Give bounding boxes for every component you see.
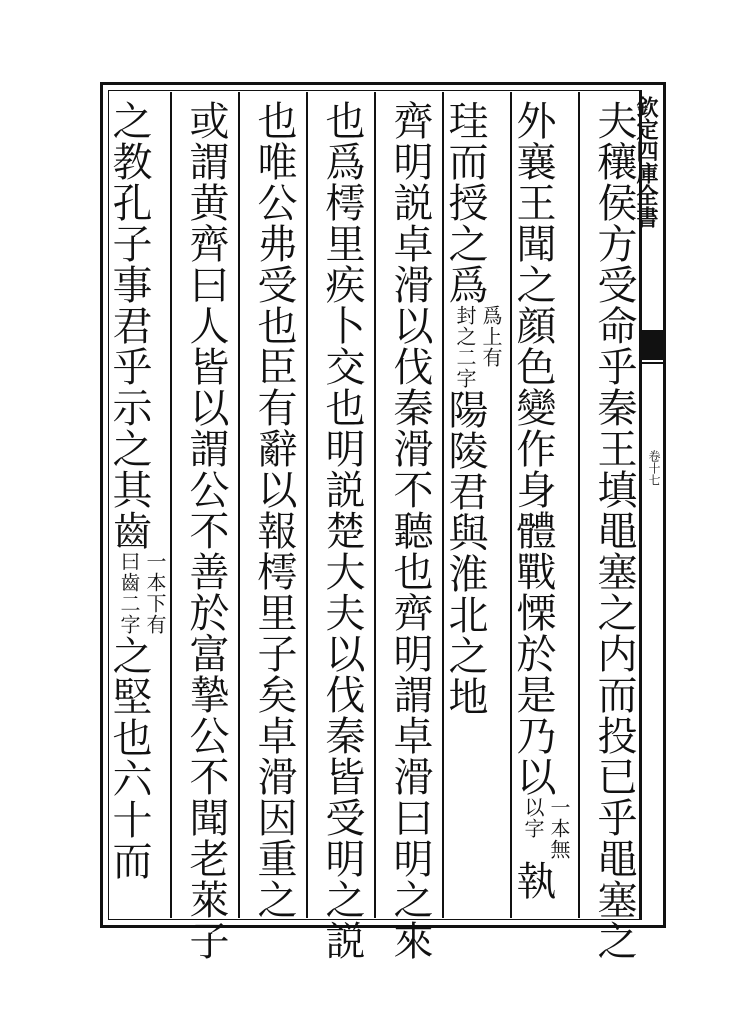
text-column-2 [510,100,572,912]
text-column-6 [248,100,300,920]
main-text: 外襄王聞之顔色變作身體戰慄於是乃以 [510,100,556,797]
note-right-line: 一本無 [547,797,571,860]
text-column-4 [384,100,436,961]
margin-divider [640,362,666,364]
main-text: 之教孔子事君乎示之其齒 [106,100,152,551]
column-rule [170,92,172,918]
main-text: 也爲樗里疾卜交也明説楚大夫以伐秦皆受明之説 [319,100,365,961]
main-text: 或謂黄齊曰人皆以謂公不善於富摯公不聞老萊子 [183,100,229,961]
text-column-3 [442,100,504,912]
main-text: 珪而授之爲 [442,100,488,305]
main-text: 也唯公弗受也臣有辭以報樗里子矣卓滑因重之 [251,100,297,920]
note-right-line: 爲上有 [479,305,503,368]
main-text: 夫穰侯方受命乎秦王填黽塞之内而投已乎黽塞之 [591,100,637,961]
text-column-5 [316,100,368,961]
note-left-line: 封之二字 [453,305,477,389]
juan-number: 卷十七 [647,450,661,486]
main-text: 齊明説卓滑以伐秦滑不聽也齊明謂卓滑曰明之來 [387,100,433,961]
text-column-7 [180,100,232,961]
main-text: 執 [510,860,556,901]
interlinear-note [520,797,572,860]
main-text: 之堅也六十而 [106,635,152,881]
note-right-line: 一本下有 [143,551,167,635]
interlinear-note [116,551,168,635]
column-rule [578,92,580,918]
note-left-line: 曰齒二字 [117,551,141,635]
column-rule [238,92,240,918]
text-column-8 [106,100,168,912]
column-rule [374,92,376,918]
book-title: 欽定四庫全書 [633,96,659,228]
margin-fishtail [640,330,666,360]
interlinear-note [452,305,504,389]
column-rule [306,92,308,918]
note-left-line: 以字 [521,797,545,839]
text-column-1 [588,100,640,961]
main-text: 陽陵君與淮北之地 [442,389,488,717]
